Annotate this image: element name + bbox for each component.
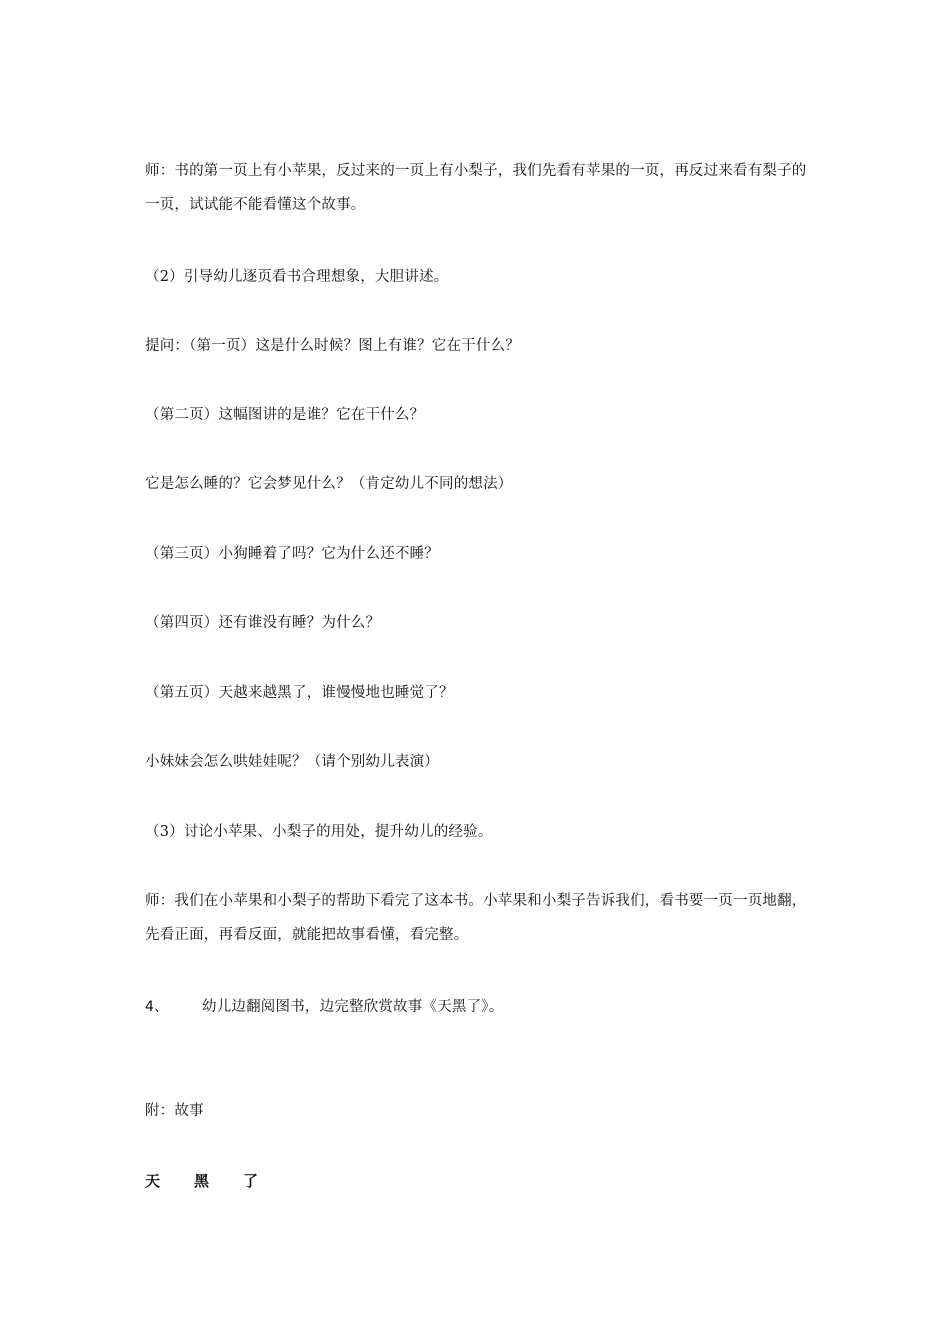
- list-item-text: 幼儿边翻阅图书，边完整欣赏故事《天黑了》。: [202, 999, 504, 1015]
- list-item-4: [145, 990, 810, 1024]
- paragraph-question-page-4: （第四页）还有谁没有睡？为什么？: [145, 615, 381, 631]
- list-item-number: 4、: [145, 999, 169, 1015]
- paragraph-question-sleep: 它是怎么睡的？它会梦见什么？（肯定幼儿不同的想法）: [145, 476, 513, 492]
- paragraph-question-page-2: （第二页）这幅图讲的是谁？它在干什么？: [145, 407, 425, 423]
- paragraph-question-page-3: （第三页）小狗睡着了吗？它为什么还不睡？: [145, 546, 439, 562]
- paragraph-question-page-1: 提问：（第一页）这是什么时候？图上有谁？它在干什么？: [145, 338, 520, 354]
- story-title-char: 黑: [194, 1172, 210, 1190]
- paragraph-step-3: （3）讨论小苹果、小梨子的用处，提升幼儿的经验。: [145, 824, 493, 840]
- story-title-char: 天: [145, 1172, 161, 1190]
- paragraph-question-doll: 小妹妹会怎么哄娃娃呢？（请个别幼儿表演）: [145, 754, 439, 770]
- paragraph-question-page-5: （第五页）天越来越黑了，谁慢慢地也睡觉了？: [145, 685, 454, 701]
- story-title-char: 了: [243, 1172, 259, 1190]
- paragraph-teacher-intro: 师：书的第一页上有小苹果，反过来的一页上有小梨子，我们先看有苹果的一页，再反过来看有梨子的一页，试试能不能看懂这个故事。: [145, 163, 807, 213]
- paragraph-step-2: （2）引导幼儿逐页看书合理想象，大胆讲述。: [145, 269, 449, 285]
- paragraph-teacher-summary: 师：我们在小苹果和小梨子的帮助下看完了这本书。小苹果和小梨子告诉我们，看书要一页一页地翻，先看正面，再看反面，就能把故事看懂，看完整。: [145, 893, 807, 943]
- appendix-label: 附：故事: [145, 1103, 204, 1119]
- story-title: [145, 1166, 258, 1196]
